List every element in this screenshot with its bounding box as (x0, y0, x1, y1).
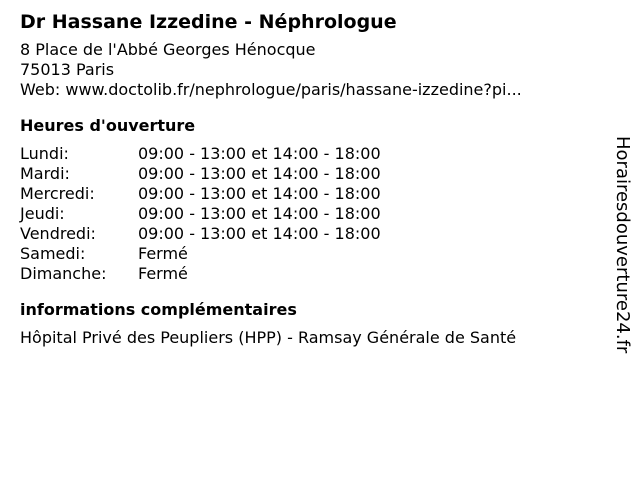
hours-value: 09:00 - 13:00 et 14:00 - 18:00 (138, 204, 381, 223)
day-label: Vendredi: (20, 224, 96, 243)
hours-row-friday (20, 224, 600, 244)
day-label: Mercredi: (20, 184, 95, 203)
day-label: Lundi: (20, 144, 69, 163)
day-label: Jeudi: (20, 204, 65, 223)
hours-value: 09:00 - 13:00 et 14:00 - 18:00 (138, 164, 381, 183)
street-address: 8 Place de l'Abbé Georges Hénocque (20, 40, 316, 59)
day-label: Mardi: (20, 164, 70, 183)
hours-value: 09:00 - 13:00 et 14:00 - 18:00 (138, 144, 381, 163)
page-title: Dr Hassane Izzedine - Néphrologue (20, 11, 397, 33)
website-link[interactable]: Web: www.doctolib.fr/nephrologue/paris/hassane-izzedine?pi... (20, 80, 522, 99)
day-label: Samedi: (20, 244, 86, 263)
hours-value: 09:00 - 13:00 et 14:00 - 18:00 (138, 224, 381, 243)
hours-row-tuesday (20, 164, 600, 184)
hours-value: Fermé (138, 264, 188, 283)
opening-hours-table (20, 144, 600, 284)
additional-info-heading: informations complémentaires (20, 300, 297, 319)
hours-row-saturday (20, 244, 600, 264)
hours-row-wednesday (20, 184, 600, 204)
hours-value: 09:00 - 13:00 et 14:00 - 18:00 (138, 184, 381, 203)
additional-info-text: Hôpital Privé des Peupliers (HPP) - Ramsay Générale de Santé (20, 328, 517, 347)
hours-row-sunday (20, 264, 600, 284)
site-watermark: Horairesdouverture24.fr (612, 136, 633, 354)
hours-value: Fermé (138, 244, 188, 263)
city-postcode: 75013 Paris (20, 60, 115, 79)
hours-row-thursday (20, 204, 600, 224)
day-label: Dimanche: (20, 264, 107, 283)
business-card (20, 8, 600, 348)
hours-row-monday (20, 144, 600, 164)
opening-hours-heading: Heures d'ouverture (20, 116, 196, 135)
address-block (20, 40, 600, 100)
